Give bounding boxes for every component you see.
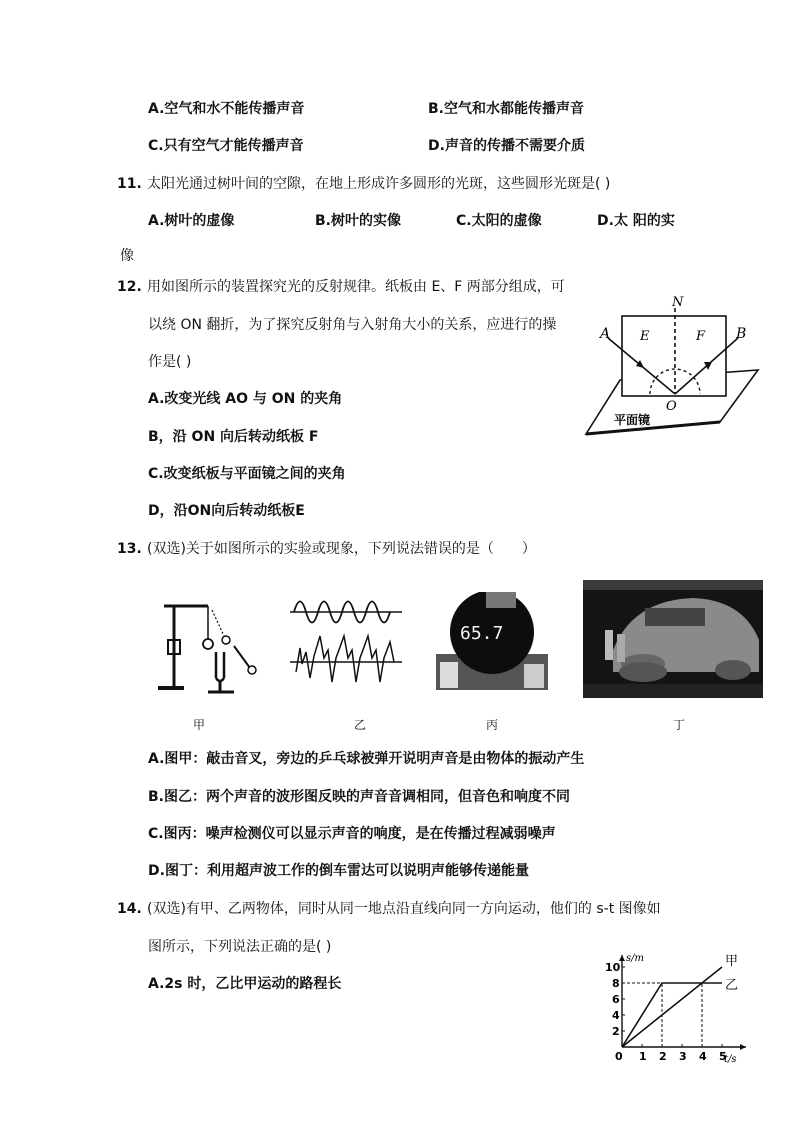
waveforms-figure xyxy=(290,592,402,692)
label-e: E xyxy=(640,329,650,344)
x-tick-label: 0 xyxy=(615,1050,623,1063)
label-n: N xyxy=(672,295,684,310)
tuning-fork xyxy=(216,652,224,681)
x-tick-label: 5 xyxy=(719,1050,727,1063)
q11-option-a: A.树叶的虚像 xyxy=(148,213,235,229)
q14-option-a: A.2s 时，乙比甲运动的路程长 xyxy=(148,976,342,992)
wave-bottom xyxy=(296,636,394,682)
q11-option-d-wrap: 像 xyxy=(120,248,134,264)
x-axis-label: t/s xyxy=(724,1054,737,1065)
q14-stem-line-2: 图所示，下列说法正确的是( ) xyxy=(148,939,332,955)
x-tick-label: 4 xyxy=(699,1050,707,1063)
y-tick-label: 8 xyxy=(612,977,620,990)
series-label: 甲 xyxy=(725,954,739,969)
q12-stem-line-1: 用如图所示的装置探究光的反射规律。纸板由 E、F 两部分组成，可 xyxy=(147,279,565,295)
y-tick-label: 2 xyxy=(612,1025,620,1038)
reversing-radar-photo xyxy=(583,580,763,698)
q11-option-b: B.树叶的实像 xyxy=(315,213,401,229)
caption-jia: 甲 xyxy=(193,718,206,732)
caption-yi: 乙 xyxy=(354,718,367,732)
q14-number: 14. xyxy=(117,901,142,917)
chart-axes xyxy=(619,955,746,1050)
y-axis-label: s/m xyxy=(626,953,644,964)
q12-option-d: D，沿ON向后转动纸板E xyxy=(148,503,305,519)
q12-option-b: B，沿 ON 向后转动纸板 F xyxy=(148,429,319,445)
meter-reading: 65.7 xyxy=(460,623,504,644)
y-tick-label: 4 xyxy=(612,1009,620,1022)
q13-option-d: D.图丁：利用超声波工作的倒车雷达可以说明声能够传递能量 xyxy=(148,863,529,879)
q11-stem: 太阳光通过树叶间的空隙，在地上形成许多圆形的光斑，这些圆形光斑是( ) xyxy=(147,176,611,192)
tuning-fork-figure xyxy=(150,600,270,700)
label-b: B xyxy=(736,326,747,342)
q10-option-a: A.空气和水不能传播声音 xyxy=(148,101,305,117)
q13-option-a: A.图甲：敲击音叉，旁边的乒乓球被弹开说明声音是由物体的振动产生 xyxy=(148,751,585,767)
caption-ding: 丁 xyxy=(673,718,686,732)
noise-meter-figure xyxy=(436,592,548,692)
label-a: A xyxy=(600,326,611,342)
reflection-apparatus-figure xyxy=(580,290,770,440)
q13-option-c: C.图丙：噪声检测仪可以显示声音的响度，是在传播过程减弱噪声 xyxy=(148,826,556,842)
y-tick-label: 10 xyxy=(605,961,621,974)
q10-option-c: C.只有空气才能传播声音 xyxy=(148,138,304,154)
q11-option-c: C.太阳的虚像 xyxy=(456,213,542,229)
q10-option-d: D.声音的传播不需要介质 xyxy=(428,138,585,154)
q11-option-d: D.太 阳的实 xyxy=(597,213,675,229)
chart-series xyxy=(622,954,738,1047)
caption-bing: 丙 xyxy=(486,718,499,732)
q12-option-a: A.改变光线 AO 与 ON 的夹角 xyxy=(148,391,343,407)
q13-stem: (双选)关于如图所示的实验或现象，下列说法错误的是（ ） xyxy=(147,541,536,557)
y-tick-label: 6 xyxy=(612,993,620,1006)
q14-stem-line-1: (双选)有甲、乙两物体，同时从同一地点沿直线向同一方向运动，他们的 s-t 图像如 xyxy=(147,901,661,917)
series-line xyxy=(622,967,722,1047)
x-axis-arrow xyxy=(740,1044,746,1050)
q13-option-b: B.图乙：两个声音的波形图反映的声音音调相同，但音色和响度不同 xyxy=(148,789,570,805)
q12-stem-line-3: 作是( ) xyxy=(148,354,192,370)
ping-pong-ball xyxy=(203,639,213,649)
q12-option-c: C.改变纸板与平面镜之间的夹角 xyxy=(148,466,346,482)
series-label: 乙 xyxy=(725,978,739,993)
label-plane-mirror: 平面镜 xyxy=(614,413,651,427)
x-tick-label: 2 xyxy=(659,1050,667,1063)
q12-stem-line-2: 以绕 ON 翻折，为了探究反射角与入射角大小的关系，应进行的操 xyxy=(148,317,557,333)
label-o: O xyxy=(666,399,677,414)
mallet xyxy=(248,666,256,674)
cardboard-e-f xyxy=(622,316,726,396)
q12-number: 12. xyxy=(117,279,142,295)
label-f: F xyxy=(696,329,706,344)
q11-number: 11. xyxy=(117,176,142,192)
q13-number: 13. xyxy=(117,541,142,557)
q10-option-b: B.空气和水都能传播声音 xyxy=(428,101,584,117)
x-tick-label: 1 xyxy=(639,1050,647,1063)
series-line xyxy=(622,983,722,1047)
s-t-chart xyxy=(590,935,775,1065)
x-tick-label: 3 xyxy=(679,1050,687,1063)
